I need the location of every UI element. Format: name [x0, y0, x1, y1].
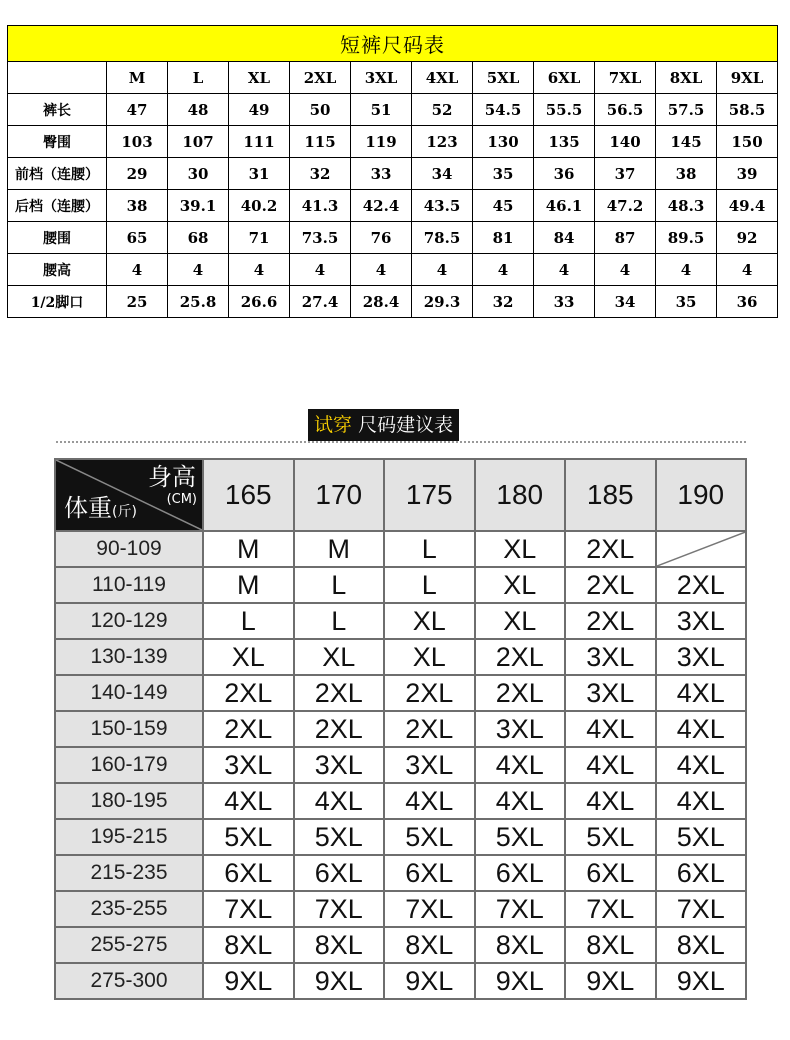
- measurement-value: 25.8: [168, 286, 229, 318]
- measurement-value: 58.5: [717, 94, 778, 126]
- suggested-size-cell: 8XL: [384, 927, 475, 963]
- suggested-size-cell: 5XL: [203, 819, 294, 855]
- suggested-size-cell: 2XL: [565, 531, 656, 567]
- measurement-value: 103: [107, 126, 168, 158]
- size-header-cell: 3XL: [351, 62, 412, 94]
- measurement-value: 135: [534, 126, 595, 158]
- measurement-value: 57.5: [656, 94, 717, 126]
- weight-range-cell: 120-129: [55, 603, 203, 639]
- measurement-value: 36: [717, 286, 778, 318]
- weight-row: [55, 891, 746, 927]
- suggested-size-cell: XL: [203, 639, 294, 675]
- measurement-value: 33: [351, 158, 412, 190]
- weight-range-cell: 255-275: [55, 927, 203, 963]
- measurement-label: 臀围: [8, 126, 107, 158]
- suggested-size-cell: XL: [475, 531, 566, 567]
- size-header-cell: 8XL: [656, 62, 717, 94]
- height-header-cell: 175: [384, 459, 475, 531]
- measurement-label: 1/2脚口: [8, 286, 107, 318]
- measurement-row: [8, 126, 778, 158]
- suggested-size-cell: L: [294, 567, 385, 603]
- weight-range-cell: 235-255: [55, 891, 203, 927]
- suggested-size-cell: 4XL: [565, 711, 656, 747]
- size-header-cell: M: [107, 62, 168, 94]
- height-header-cell: 190: [656, 459, 747, 531]
- measurement-value: 4: [717, 254, 778, 286]
- measurement-value: 107: [168, 126, 229, 158]
- measurement-value: 43.5: [412, 190, 473, 222]
- suggested-size-cell: L: [294, 603, 385, 639]
- height-header-cell: 165: [203, 459, 294, 531]
- measurement-value: 29: [107, 158, 168, 190]
- suggested-size-cell: 3XL: [203, 747, 294, 783]
- measurement-row: [8, 190, 778, 222]
- measurement-value: 35: [656, 286, 717, 318]
- measurement-label: 裤长: [8, 94, 107, 126]
- suggested-size-cell: 2XL: [203, 675, 294, 711]
- measurement-value: 40.2: [229, 190, 290, 222]
- measurement-value: 119: [351, 126, 412, 158]
- suggested-size-cell: 4XL: [656, 675, 747, 711]
- measurement-value: 4: [534, 254, 595, 286]
- measurement-value: 4: [656, 254, 717, 286]
- suggested-size-cell: 4XL: [384, 783, 475, 819]
- weight-row: [55, 675, 746, 711]
- measurement-value: 4: [351, 254, 412, 286]
- weight-row: [55, 927, 746, 963]
- measurement-row: [8, 222, 778, 254]
- weight-row: [55, 531, 746, 567]
- weight-row: [55, 747, 746, 783]
- size-header-blank: [8, 62, 107, 94]
- measurement-value: 42.4: [351, 190, 412, 222]
- suggested-size-cell: 2XL: [656, 567, 747, 603]
- suggested-size-cell: 9XL: [203, 963, 294, 999]
- measurement-value: 81: [473, 222, 534, 254]
- corner-height-unit: (CM): [166, 492, 197, 507]
- size-header-cell: 5XL: [473, 62, 534, 94]
- suggested-size-cell: 8XL: [203, 927, 294, 963]
- suggested-size-cell: 6XL: [203, 855, 294, 891]
- suggested-size-cell: 6XL: [565, 855, 656, 891]
- suggested-size-cell: 2XL: [384, 675, 475, 711]
- suggested-size-cell: L: [384, 531, 475, 567]
- size-header-cell: 7XL: [595, 62, 656, 94]
- suggested-size-cell: 8XL: [475, 927, 566, 963]
- suggested-size-cell: M: [203, 567, 294, 603]
- suggested-size-cell: 7XL: [656, 891, 747, 927]
- measurement-row: [8, 254, 778, 286]
- measurement-value: 76: [351, 222, 412, 254]
- measurement-value: 123: [412, 126, 473, 158]
- suggested-size-cell: 4XL: [656, 747, 747, 783]
- suggested-size-cell: 9XL: [656, 963, 747, 999]
- suggested-size-cell: 7XL: [475, 891, 566, 927]
- suggested-size-cell: 4XL: [656, 783, 747, 819]
- measurement-row: [8, 158, 778, 190]
- suggested-size-cell: XL: [475, 603, 566, 639]
- weight-range-cell: 180-195: [55, 783, 203, 819]
- height-header-cell: 180: [475, 459, 566, 531]
- measurement-value: 71: [229, 222, 290, 254]
- suggested-size-cell: 3XL: [294, 747, 385, 783]
- measurement-value: 4: [107, 254, 168, 286]
- measurement-value: 50: [290, 94, 351, 126]
- measurement-row: [8, 94, 778, 126]
- height-header-row: [55, 459, 746, 531]
- suggested-size-cell: 4XL: [203, 783, 294, 819]
- weight-range-cell: 195-215: [55, 819, 203, 855]
- weight-row: [55, 639, 746, 675]
- measurement-row: [8, 286, 778, 318]
- measurement-label: 前档（连腰）: [8, 158, 107, 190]
- suggested-size-cell: 2XL: [475, 639, 566, 675]
- dotted-divider: [56, 441, 746, 443]
- suggested-size-cell: 2XL: [203, 711, 294, 747]
- measurement-value: 49: [229, 94, 290, 126]
- measurement-value: 48.3: [656, 190, 717, 222]
- suggestion-title-highlight: 试穿: [314, 414, 353, 436]
- size-suggestion-table: [54, 458, 747, 1000]
- suggested-size-cell: XL: [475, 567, 566, 603]
- weight-row: [55, 819, 746, 855]
- weight-row: [55, 711, 746, 747]
- measurement-value: 32: [290, 158, 351, 190]
- weight-row: [55, 783, 746, 819]
- measurement-value: 25: [107, 286, 168, 318]
- measurement-value: 4: [168, 254, 229, 286]
- suggested-size-cell: 5XL: [384, 819, 475, 855]
- suggested-size-cell: 6XL: [384, 855, 475, 891]
- measurement-value: 47.2: [595, 190, 656, 222]
- suggested-size-cell: 7XL: [384, 891, 475, 927]
- suggestion-title-rest: 尺码建议表: [358, 414, 454, 436]
- height-header-cell: 185: [565, 459, 656, 531]
- measurement-value: 4: [473, 254, 534, 286]
- suggested-size-cell: M: [203, 531, 294, 567]
- measurement-value: 37: [595, 158, 656, 190]
- suggested-size-cell: M: [294, 531, 385, 567]
- measurement-value: 29.3: [412, 286, 473, 318]
- size-header-cell: 4XL: [412, 62, 473, 94]
- measurement-value: 68: [168, 222, 229, 254]
- empty-size-cell: [656, 531, 747, 567]
- size-header-cell: XL: [229, 62, 290, 94]
- suggested-size-cell: 5XL: [656, 819, 747, 855]
- suggested-size-cell: 9XL: [294, 963, 385, 999]
- measurement-value: 49.4: [717, 190, 778, 222]
- suggested-size-cell: L: [384, 567, 475, 603]
- measurement-value: 34: [412, 158, 473, 190]
- suggested-size-cell: 4XL: [475, 783, 566, 819]
- measurement-value: 4: [412, 254, 473, 286]
- suggested-size-cell: 6XL: [656, 855, 747, 891]
- height-header-cell: 170: [294, 459, 385, 531]
- measurement-value: 54.5: [473, 94, 534, 126]
- diagonal-slash-icon: [657, 532, 746, 566]
- measurement-value: 39.1: [168, 190, 229, 222]
- size-header-cell: 2XL: [290, 62, 351, 94]
- corner-weight-unit: (斤): [112, 504, 137, 520]
- measurement-label: 腰围: [8, 222, 107, 254]
- measurement-value: 34: [595, 286, 656, 318]
- measurement-value: 38: [107, 190, 168, 222]
- measurement-value: 47: [107, 94, 168, 126]
- measurement-value: 45: [473, 190, 534, 222]
- suggested-size-cell: 2XL: [294, 711, 385, 747]
- measurement-value: 31: [229, 158, 290, 190]
- measurement-value: 36: [534, 158, 595, 190]
- suggested-size-cell: 8XL: [565, 927, 656, 963]
- size-header-cell: 6XL: [534, 62, 595, 94]
- measurement-value: 38: [656, 158, 717, 190]
- suggested-size-cell: 5XL: [475, 819, 566, 855]
- suggested-size-cell: 8XL: [656, 927, 747, 963]
- suggested-size-cell: 3XL: [565, 639, 656, 675]
- weight-range-cell: 130-139: [55, 639, 203, 675]
- measurement-value: 41.3: [290, 190, 351, 222]
- measurement-value: 32: [473, 286, 534, 318]
- corner-height-label: 身高: [148, 463, 196, 491]
- suggested-size-cell: 4XL: [475, 747, 566, 783]
- suggestion-header: [56, 403, 746, 443]
- measurement-value: 48: [168, 94, 229, 126]
- measurement-value: 4: [229, 254, 290, 286]
- suggested-size-cell: 5XL: [294, 819, 385, 855]
- measurement-value: 65: [107, 222, 168, 254]
- measurement-value: 4: [290, 254, 351, 286]
- size-table-title-row: [8, 26, 778, 62]
- weight-range-cell: 90-109: [55, 531, 203, 567]
- measurement-value: 87: [595, 222, 656, 254]
- measurement-value: 55.5: [534, 94, 595, 126]
- measurement-label: 腰高: [8, 254, 107, 286]
- measurement-value: 26.6: [229, 286, 290, 318]
- suggested-size-cell: 2XL: [565, 603, 656, 639]
- measurement-value: 111: [229, 126, 290, 158]
- suggested-size-cell: 2XL: [384, 711, 475, 747]
- size-header-cell: 9XL: [717, 62, 778, 94]
- suggested-size-cell: 4XL: [565, 747, 656, 783]
- weight-range-cell: 140-149: [55, 675, 203, 711]
- measurement-value: 39: [717, 158, 778, 190]
- weight-range-cell: 150-159: [55, 711, 203, 747]
- size-header-cell: L: [168, 62, 229, 94]
- suggested-size-cell: 3XL: [656, 639, 747, 675]
- suggested-size-cell: 9XL: [384, 963, 475, 999]
- suggested-size-cell: XL: [384, 639, 475, 675]
- measurement-value: 130: [473, 126, 534, 158]
- measurement-value: 56.5: [595, 94, 656, 126]
- measurement-value: 46.1: [534, 190, 595, 222]
- suggested-size-cell: 7XL: [203, 891, 294, 927]
- measurement-value: 115: [290, 126, 351, 158]
- weight-row: [55, 855, 746, 891]
- suggested-size-cell: 5XL: [565, 819, 656, 855]
- weight-row: [55, 963, 746, 999]
- measurement-value: 140: [595, 126, 656, 158]
- measurement-value: 30: [168, 158, 229, 190]
- corner-header-cell: [55, 459, 203, 531]
- suggested-size-cell: 3XL: [656, 603, 747, 639]
- weight-row: [55, 603, 746, 639]
- weight-range-cell: 275-300: [55, 963, 203, 999]
- measurement-value: 73.5: [290, 222, 351, 254]
- measurement-value: 84: [534, 222, 595, 254]
- weight-range-cell: 160-179: [55, 747, 203, 783]
- suggested-size-cell: 4XL: [656, 711, 747, 747]
- weight-row: [55, 567, 746, 603]
- measurement-value: 35: [473, 158, 534, 190]
- measurement-label: 后档（连腰）: [8, 190, 107, 222]
- suggested-size-cell: XL: [294, 639, 385, 675]
- suggested-size-cell: XL: [384, 603, 475, 639]
- shorts-size-table: [7, 25, 778, 318]
- suggested-size-cell: 2XL: [565, 567, 656, 603]
- measurement-value: 92: [717, 222, 778, 254]
- suggested-size-cell: 2XL: [475, 675, 566, 711]
- corner-weight-label: [64, 495, 137, 525]
- suggestion-title: [308, 409, 459, 441]
- suggested-size-cell: 6XL: [294, 855, 385, 891]
- suggested-size-cell: 7XL: [294, 891, 385, 927]
- measurement-value: 27.4: [290, 286, 351, 318]
- measurement-value: 28.4: [351, 286, 412, 318]
- corner-weight-text: 体重: [64, 494, 112, 522]
- weight-range-cell: 110-119: [55, 567, 203, 603]
- suggested-size-cell: 9XL: [475, 963, 566, 999]
- suggested-size-cell: 8XL: [294, 927, 385, 963]
- suggested-size-cell: 3XL: [565, 675, 656, 711]
- measurement-value: 52: [412, 94, 473, 126]
- suggested-size-cell: 3XL: [384, 747, 475, 783]
- measurement-value: 150: [717, 126, 778, 158]
- measurement-value: 145: [656, 126, 717, 158]
- suggested-size-cell: L: [203, 603, 294, 639]
- suggested-size-cell: 2XL: [294, 675, 385, 711]
- size-table-title: 短裤尺码表: [8, 26, 778, 62]
- measurement-value: 33: [534, 286, 595, 318]
- weight-range-cell: 215-235: [55, 855, 203, 891]
- suggested-size-cell: 3XL: [475, 711, 566, 747]
- suggested-size-cell: 4XL: [565, 783, 656, 819]
- measurement-value: 89.5: [656, 222, 717, 254]
- suggested-size-cell: 4XL: [294, 783, 385, 819]
- suggested-size-cell: 6XL: [475, 855, 566, 891]
- measurement-value: 51: [351, 94, 412, 126]
- measurement-value: 78.5: [412, 222, 473, 254]
- suggested-size-cell: 9XL: [565, 963, 656, 999]
- measurement-value: 4: [595, 254, 656, 286]
- suggested-size-cell: 7XL: [565, 891, 656, 927]
- size-header-row: [8, 62, 778, 94]
